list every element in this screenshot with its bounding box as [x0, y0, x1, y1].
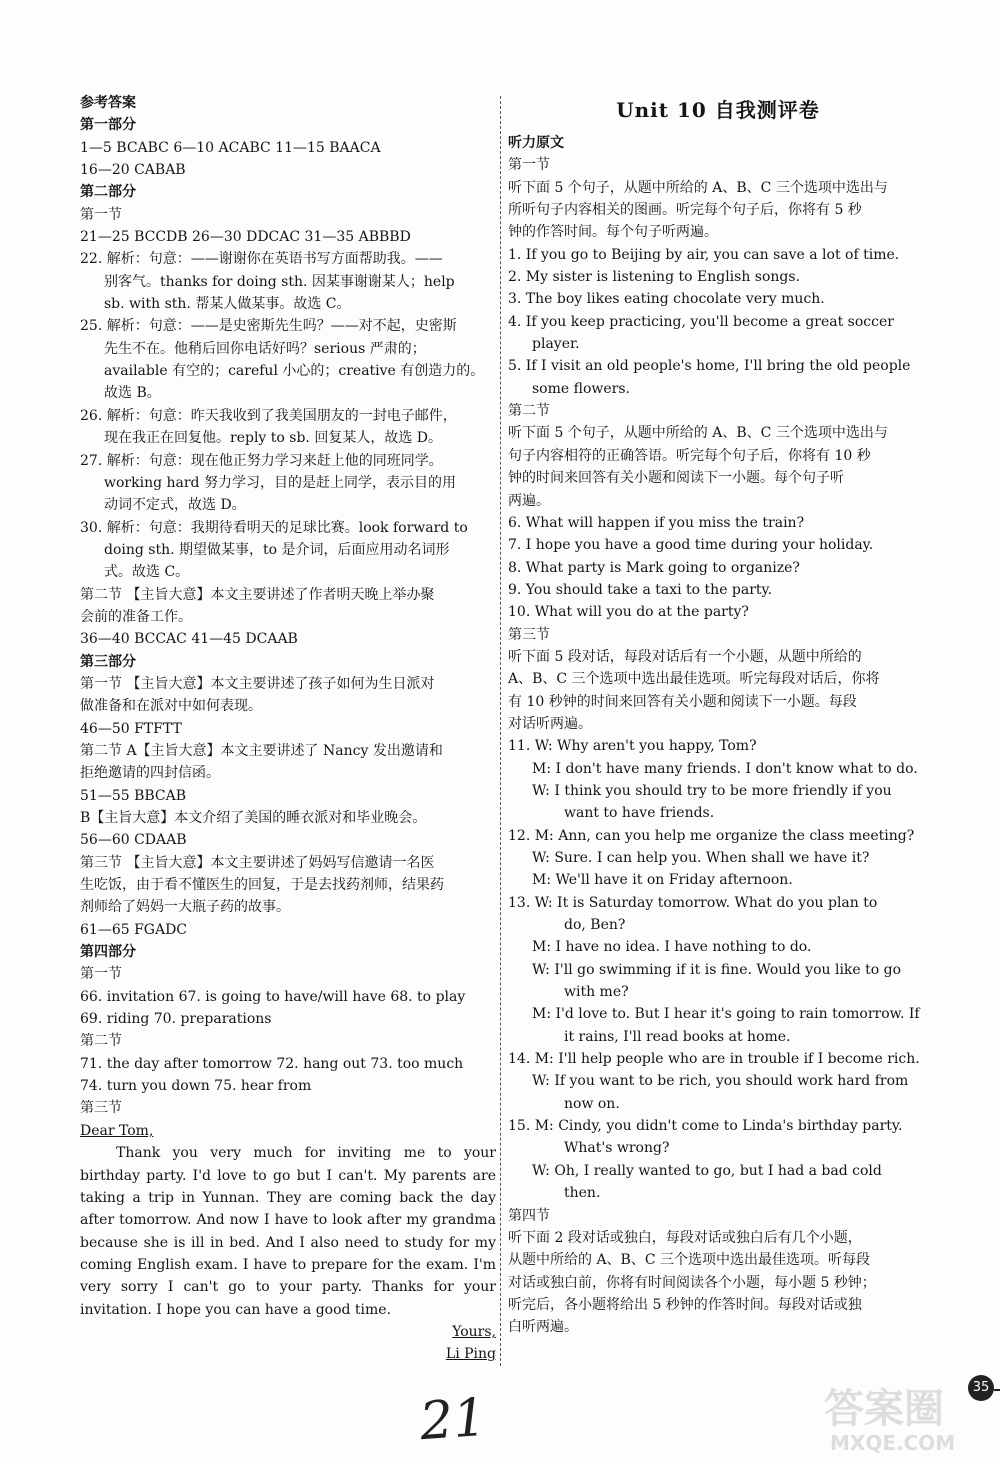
left-line: 25. 解析：句意：——是史密斯先生吗？——对不起，史密斯 — [80, 318, 457, 335]
left-line: 第一部分 — [80, 117, 136, 134]
right-line: 从题中所给的 A、B、C 三个选项中选出最佳选项。听每段 — [508, 1252, 871, 1269]
right-line: 钟的作答时间。每个句子听两遍。 — [508, 224, 718, 241]
left-line: 第二节 — [80, 1033, 122, 1050]
right-line: 第四节 — [508, 1207, 550, 1224]
left-line: 会前的准备工作。 — [80, 608, 192, 625]
right-line: 13. W: It is Saturday tomorrow. What do you plan to — [508, 894, 878, 911]
column-divider — [500, 96, 501, 1366]
right-line: W: Sure. I can help you. When shall we have it? — [532, 850, 870, 866]
right-line: 两遍。 — [508, 492, 550, 509]
letter-salutation: Dear Tom, — [80, 1122, 154, 1139]
handwritten-number: 21 — [417, 1387, 489, 1453]
right-line: 11. W: Why aren't you happy, Tom? — [508, 738, 757, 755]
letter-closing: Yours, — [452, 1323, 496, 1340]
left-line: working hard 努力学习，目的是赶上同学，表示目的用 — [104, 474, 456, 491]
left-line: 1—5 BCABC 6—10 ACABC 11—15 BAACA — [80, 139, 381, 156]
left-line: 第一节 — [80, 966, 122, 983]
right-line: 白听两遍。 — [508, 1319, 578, 1336]
left-line: 第二节 A【主旨大意】本文主要讲述了 Nancy 发出邀请和 — [80, 742, 443, 759]
left-line: 生吃饭，由于看不懂医生的回复，于是去找药剂师，结果药 — [80, 877, 444, 894]
listening-script — [508, 132, 928, 1339]
right-line: 10. What will you do at the party? — [508, 604, 749, 621]
letter-signature: Li Ping — [445, 1346, 496, 1363]
right-column — [508, 92, 928, 1339]
left-line: 56—60 CDAAB — [80, 832, 187, 849]
svg-text:MXQE.COM: MXQE.COM — [830, 1431, 956, 1454]
right-line: 对话听两遍。 — [508, 715, 592, 732]
letter-body: Thank you very much for inviting me to your birthday party. I'd love to go but I can't. My parents are taking a trip in Yunnan. They are coming back the day after tomorrow. And now I have to look after my grandma because she is ill in bed. And I also need to study for my coming English exam. I have to prepare for the exam. I'm very sorry I can't go to your party. Thanks for your invitation. I hope you can have a good time. — [80, 1145, 496, 1318]
left-line: doing sth. 期望做某事，to 是介词，后面应用动名词形 — [104, 541, 450, 558]
right-line: then. — [564, 1185, 601, 1202]
right-line: 第二节 — [508, 403, 550, 420]
left-line: sb. with sth. 帮某人做某事。故选 C。 — [104, 296, 351, 313]
right-line: 听下面 5 段对话，每段对话后有一个小题，从题中所给的 — [508, 648, 862, 665]
left-line: 第二节 【主旨大意】本文主要讲述了作者明天晚上举办聚 — [80, 586, 435, 603]
right-line: want to have friends. — [564, 805, 715, 822]
left-line: 21—25 BCCDB 26—30 DDCAC 31—35 ABBBD — [80, 229, 411, 246]
right-line: 听完后，各小题将给出 5 秒钟的作答时间。每段对话或独 — [508, 1296, 862, 1313]
left-line: 36—40 BCCAC 41—45 DCAAB — [80, 631, 298, 648]
right-line: 所听句子内容相关的图画。听完每个句子后，你将有 5 秒 — [508, 202, 862, 219]
right-line: 5. If I visit an old people's home, I'll bring the old people — [508, 358, 911, 375]
left-line: 拒绝邀请的四封信函。 — [80, 765, 220, 782]
right-line: 15. M: Cindy, you didn't come to Linda's birthday party. — [508, 1118, 903, 1135]
letter — [80, 1120, 496, 1366]
left-line: 69. riding 70. preparations — [80, 1011, 272, 1028]
right-line: 6. What will happen if you miss the train? — [508, 514, 805, 531]
left-line: 30. 解析：句意：我期待看明天的足球比赛。look forward to — [80, 519, 468, 536]
right-line: 12. M: Ann, can you help me organize the class meeting? — [508, 827, 915, 844]
right-line: 第三节 — [508, 626, 550, 643]
right-line: M: I don't have many friends. I don't know what to do. — [532, 760, 918, 777]
left-column — [80, 92, 496, 1366]
right-line: 1. If you go to Beijing by air, you can save a lot of time. — [508, 246, 900, 263]
right-line: M: We'll have it on Friday afternoon. — [532, 872, 793, 889]
left-line: 第一节 【主旨大意】本文主要讲述了孩子如何为生日派对 — [80, 675, 435, 692]
right-line: now on. — [564, 1095, 620, 1112]
right-line: W: If you want to be rich, you should work hard from — [532, 1073, 909, 1090]
right-line: do, Ben? — [564, 917, 626, 934]
right-line: 对话或独白前，你将有时间阅读各个小题，每小题 5 秒钟； — [508, 1274, 876, 1291]
right-line: W: I think you should try to be more friendly if you — [532, 782, 892, 799]
watermark-logo — [820, 1378, 990, 1454]
page-number: 35 — [968, 1375, 994, 1401]
right-line: 4. If you keep practicing, you'll become a great soccer — [508, 313, 894, 330]
right-line: W: I'll go swimming if it is fine. Would you like to go — [532, 961, 902, 978]
right-line: 听下面 5 个句子，从题中所给的 A、B、C 三个选项中选出与 — [508, 425, 888, 442]
right-line: 8. What party is Mark going to organize? — [508, 559, 800, 576]
right-line: 句子内容相符的正确答语。听完每个句子后，你将有 10 秒 — [508, 447, 871, 464]
right-line: 2. My sister is listening to English songs. — [508, 269, 801, 286]
left-line: 剂师给了妈妈一大瓶子药的故事。 — [80, 899, 290, 916]
left-line: 做准备和在派对中如何表现。 — [80, 698, 262, 715]
left-line: 61—65 FGADC — [80, 921, 188, 938]
left-line: 故选 B。 — [104, 385, 161, 402]
right-line: with me? — [564, 984, 629, 1001]
left-line: 第四部分 — [80, 944, 136, 961]
unit-title: Unit 10 自我测评卷 — [616, 98, 820, 122]
right-line: A、B、C 三个选项中选出最佳选项。听完每段对话后，你将 — [508, 671, 880, 688]
right-line: 钟的时间来回答有关小题和阅读下一小题。每个句子听 — [508, 470, 844, 487]
left-line: 16—20 CABAB — [80, 162, 186, 179]
left-line: 第三部分 — [80, 653, 136, 670]
svg-text:答案圈: 答案圈 — [824, 1386, 944, 1432]
right-line: 听下面 2 段对话或独白，每段对话或独白后有几个小题， — [508, 1229, 862, 1246]
right-line: it rains, I'll read books at home. — [564, 1028, 791, 1045]
right-line: 3. The boy likes eating chocolate very much. — [508, 291, 825, 308]
left-line: 22. 解析：句意：——谢谢你在英语书写方面帮助我。—— — [80, 251, 443, 268]
right-line: 听下面 5 个句子，从题中所给的 A、B、C 三个选项中选出与 — [508, 179, 888, 196]
right-line: 9. You should take a taxi to the party. — [508, 581, 773, 598]
right-line: 第一节 — [508, 157, 550, 174]
left-line: 第二部分 — [80, 184, 136, 201]
left-line: 66. invitation 67. is going to have/will have 68. to play — [80, 988, 466, 1005]
right-line: M: I have no idea. I have nothing to do. — [532, 939, 812, 956]
right-line: some flowers. — [532, 380, 630, 397]
left-line: 先生不在。他稍后回你电话好吗？serious 严肃的； — [104, 340, 426, 357]
right-line: M: I'd love to. But I hear it's going to rain tomorrow. If — [532, 1006, 920, 1023]
left-line: 第三节 — [80, 1100, 122, 1117]
left-line: 27. 解析：句意：现在他正努力学习来赶上他的同班同学。 — [80, 452, 443, 469]
page-number-rule — [994, 1389, 1000, 1391]
left-line: available 有空的；careful 小心的；creative 有创造力的。 — [104, 363, 485, 380]
left-line: 式。故选 C。 — [104, 564, 190, 581]
right-line: 有 10 秒钟的时间来回答有关小题和阅读下一小题。每段 — [508, 693, 857, 710]
left-line: 动词不定式，故选 D。 — [104, 497, 246, 514]
left-line: 46—50 FTFTT — [80, 720, 182, 737]
left-line: 第三节 【主旨大意】本文主要讲述了妈妈写信邀请一名医 — [80, 854, 435, 871]
left-line: 51—55 BBCAB — [80, 787, 187, 804]
left-line: 参考答案 — [80, 95, 136, 111]
left-line: 26. 解析：句意：昨天我收到了我美国朋友的一封电子邮件， — [80, 407, 457, 424]
left-line: 第一节 — [80, 206, 122, 223]
right-line: 听力原文 — [508, 135, 564, 151]
left-line: 现在我正在回复他。reply to sb. 回复某人，故选 D。 — [104, 430, 443, 447]
left-line: 71. the day after tomorrow 72. hang out 73. too much — [80, 1055, 464, 1072]
right-line: 14. M: I'll help people who are in trouble if I become rich. — [508, 1051, 920, 1068]
right-line: 7. I hope you have a good time during your holiday. — [508, 537, 874, 554]
left-line: 别客气。thanks for doing sth. 因某事谢谢某人；help — [104, 273, 455, 290]
left-line: 74. turn you down 75. hear from — [80, 1078, 312, 1095]
right-line: player. — [532, 336, 580, 353]
left-line: B【主旨大意】本文介绍了美国的睡衣派对和毕业晚会。 — [80, 810, 427, 826]
right-line: What's wrong? — [564, 1140, 670, 1157]
right-line: W: Oh, I really wanted to go, but I had a bad cold — [532, 1162, 882, 1179]
